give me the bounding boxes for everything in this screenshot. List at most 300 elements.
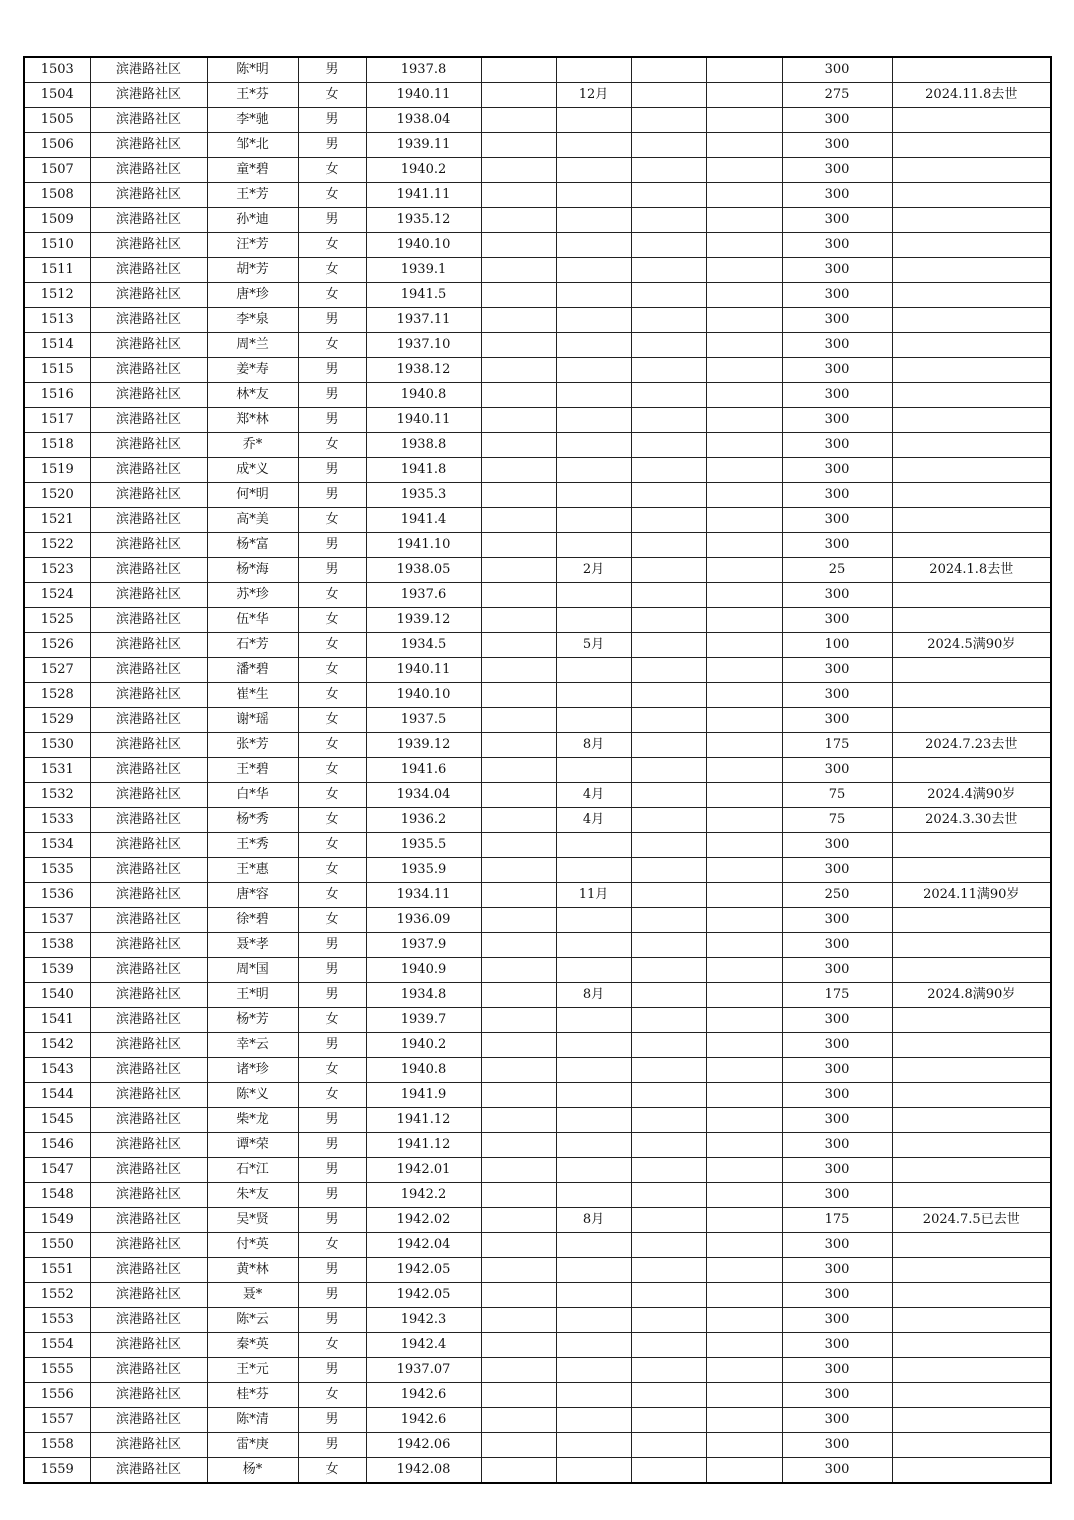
cell-blank-2 xyxy=(631,1233,706,1258)
cell-birth: 1940.11 xyxy=(366,83,481,108)
cell-blank-1 xyxy=(481,57,556,83)
cell-name: 聂*孝 xyxy=(207,933,298,958)
cell-blank-1 xyxy=(481,208,556,233)
cell-remark xyxy=(892,658,1051,683)
cell-blank-3 xyxy=(706,808,782,833)
cell-name: 付*英 xyxy=(207,1233,298,1258)
cell-community: 滨港路社区 xyxy=(90,1433,207,1458)
cell-amount: 300 xyxy=(782,208,892,233)
table-row xyxy=(24,1258,1051,1283)
cell-name: 潘*碧 xyxy=(207,658,298,683)
cell-remark xyxy=(892,233,1051,258)
cell-month xyxy=(556,1083,631,1108)
cell-remark xyxy=(892,583,1051,608)
cell-birth: 1941.5 xyxy=(366,283,481,308)
table-row xyxy=(24,158,1051,183)
cell-blank-1 xyxy=(481,708,556,733)
cell-community: 滨港路社区 xyxy=(90,883,207,908)
cell-birth: 1937.07 xyxy=(366,1358,481,1383)
table-row xyxy=(24,383,1051,408)
cell-name: 孙*迪 xyxy=(207,208,298,233)
cell-name: 谢*瑶 xyxy=(207,708,298,733)
cell-index: 1532 xyxy=(24,783,90,808)
cell-birth: 1941.9 xyxy=(366,1083,481,1108)
cell-blank-3 xyxy=(706,1208,782,1233)
cell-gender: 男 xyxy=(298,1358,366,1383)
cell-blank-1 xyxy=(481,958,556,983)
cell-remark xyxy=(892,1033,1051,1058)
cell-amount: 100 xyxy=(782,633,892,658)
cell-name: 幸*云 xyxy=(207,1033,298,1058)
cell-index: 1540 xyxy=(24,983,90,1008)
table-row xyxy=(24,808,1051,833)
cell-gender: 男 xyxy=(298,1133,366,1158)
cell-name: 雷*庚 xyxy=(207,1433,298,1458)
cell-remark xyxy=(892,1133,1051,1158)
table-row xyxy=(24,183,1051,208)
cell-month xyxy=(556,658,631,683)
cell-gender: 女 xyxy=(298,433,366,458)
cell-community: 滨港路社区 xyxy=(90,1083,207,1108)
cell-month xyxy=(556,233,631,258)
cell-blank-1 xyxy=(481,1308,556,1333)
cell-blank-1 xyxy=(481,333,556,358)
cell-remark xyxy=(892,208,1051,233)
cell-blank-1 xyxy=(481,433,556,458)
cell-blank-1 xyxy=(481,1233,556,1258)
cell-remark xyxy=(892,408,1051,433)
cell-name: 苏*珍 xyxy=(207,583,298,608)
cell-blank-2 xyxy=(631,1008,706,1033)
cell-blank-2 xyxy=(631,483,706,508)
cell-remark xyxy=(892,57,1051,83)
cell-name: 周*国 xyxy=(207,958,298,983)
cell-birth: 1940.10 xyxy=(366,683,481,708)
table-row xyxy=(24,258,1051,283)
cell-month xyxy=(556,1108,631,1133)
cell-month xyxy=(556,1358,631,1383)
cell-gender: 女 xyxy=(298,1233,366,1258)
cell-month xyxy=(556,858,631,883)
table-row xyxy=(24,1283,1051,1308)
cell-name: 柴*龙 xyxy=(207,1108,298,1133)
cell-index: 1539 xyxy=(24,958,90,983)
cell-community: 滨港路社区 xyxy=(90,783,207,808)
cell-birth: 1942.3 xyxy=(366,1308,481,1333)
cell-month xyxy=(556,608,631,633)
cell-birth: 1935.9 xyxy=(366,858,481,883)
table-row xyxy=(24,908,1051,933)
cell-gender: 男 xyxy=(298,1258,366,1283)
cell-month xyxy=(556,833,631,858)
cell-remark xyxy=(892,1408,1051,1433)
cell-blank-3 xyxy=(706,258,782,283)
cell-blank-3 xyxy=(706,358,782,383)
cell-community: 滨港路社区 xyxy=(90,258,207,283)
cell-community: 滨港路社区 xyxy=(90,1108,207,1133)
cell-blank-1 xyxy=(481,358,556,383)
cell-gender: 男 xyxy=(298,533,366,558)
cell-remark xyxy=(892,708,1051,733)
cell-name: 何*明 xyxy=(207,483,298,508)
cell-blank-2 xyxy=(631,933,706,958)
cell-blank-2 xyxy=(631,1383,706,1408)
cell-amount: 300 xyxy=(782,1258,892,1283)
cell-blank-3 xyxy=(706,933,782,958)
cell-gender: 女 xyxy=(298,683,366,708)
cell-birth: 1939.1 xyxy=(366,258,481,283)
cell-birth: 1940.2 xyxy=(366,158,481,183)
cell-birth: 1941.8 xyxy=(366,458,481,483)
cell-community: 滨港路社区 xyxy=(90,1383,207,1408)
cell-month xyxy=(556,758,631,783)
cell-name: 陈*云 xyxy=(207,1308,298,1333)
table-row xyxy=(24,433,1051,458)
cell-amount: 300 xyxy=(782,333,892,358)
cell-community: 滨港路社区 xyxy=(90,233,207,258)
cell-gender: 女 xyxy=(298,733,366,758)
cell-birth: 1941.6 xyxy=(366,758,481,783)
cell-community: 滨港路社区 xyxy=(90,1208,207,1233)
cell-blank-1 xyxy=(481,233,556,258)
cell-birth: 1938.04 xyxy=(366,108,481,133)
cell-birth: 1938.05 xyxy=(366,558,481,583)
cell-month xyxy=(556,1008,631,1033)
cell-amount: 300 xyxy=(782,283,892,308)
cell-amount: 300 xyxy=(782,708,892,733)
cell-name: 杨*芳 xyxy=(207,1008,298,1033)
cell-community: 滨港路社区 xyxy=(90,57,207,83)
cell-name: 郑*林 xyxy=(207,408,298,433)
cell-amount: 300 xyxy=(782,258,892,283)
cell-blank-3 xyxy=(706,583,782,608)
cell-blank-2 xyxy=(631,1083,706,1108)
cell-birth: 1942.6 xyxy=(366,1408,481,1433)
cell-month xyxy=(556,1033,631,1058)
cell-blank-1 xyxy=(481,583,556,608)
cell-index: 1506 xyxy=(24,133,90,158)
cell-blank-3 xyxy=(706,158,782,183)
cell-blank-3 xyxy=(706,1008,782,1033)
cell-gender: 女 xyxy=(298,858,366,883)
cell-month xyxy=(556,908,631,933)
table-row xyxy=(24,458,1051,483)
cell-remark xyxy=(892,1458,1051,1484)
cell-name: 王*元 xyxy=(207,1358,298,1383)
cell-month xyxy=(556,583,631,608)
cell-blank-3 xyxy=(706,183,782,208)
table-row xyxy=(24,608,1051,633)
cell-gender: 男 xyxy=(298,57,366,83)
cell-month: 2月 xyxy=(556,558,631,583)
cell-month: 8月 xyxy=(556,733,631,758)
cell-name: 唐*容 xyxy=(207,883,298,908)
cell-index: 1519 xyxy=(24,458,90,483)
cell-month xyxy=(556,1333,631,1358)
cell-month: 12月 xyxy=(556,83,631,108)
cell-blank-1 xyxy=(481,608,556,633)
cell-blank-3 xyxy=(706,633,782,658)
cell-blank-1 xyxy=(481,133,556,158)
cell-amount: 175 xyxy=(782,1208,892,1233)
cell-remark: 2024.7.23去世 xyxy=(892,733,1051,758)
cell-remark xyxy=(892,1083,1051,1108)
cell-amount: 300 xyxy=(782,1458,892,1484)
cell-community: 滨港路社区 xyxy=(90,483,207,508)
cell-birth: 1935.12 xyxy=(366,208,481,233)
cell-remark xyxy=(892,958,1051,983)
table-row xyxy=(24,658,1051,683)
cell-blank-3 xyxy=(706,57,782,83)
table-row xyxy=(24,558,1051,583)
cell-blank-1 xyxy=(481,533,556,558)
cell-month xyxy=(556,308,631,333)
cell-name: 胡*芳 xyxy=(207,258,298,283)
cell-blank-3 xyxy=(706,1058,782,1083)
cell-index: 1513 xyxy=(24,308,90,333)
cell-blank-1 xyxy=(481,1008,556,1033)
cell-community: 滨港路社区 xyxy=(90,808,207,833)
cell-amount: 75 xyxy=(782,783,892,808)
cell-blank-2 xyxy=(631,633,706,658)
cell-remark xyxy=(892,158,1051,183)
cell-month xyxy=(556,1133,631,1158)
cell-name: 周*兰 xyxy=(207,333,298,358)
cell-community: 滨港路社区 xyxy=(90,583,207,608)
cell-index: 1550 xyxy=(24,1233,90,1258)
cell-birth: 1941.10 xyxy=(366,533,481,558)
cell-blank-3 xyxy=(706,1233,782,1258)
table-row xyxy=(24,683,1051,708)
cell-gender: 女 xyxy=(298,1458,366,1484)
cell-remark xyxy=(892,933,1051,958)
cell-blank-3 xyxy=(706,233,782,258)
cell-index: 1549 xyxy=(24,1208,90,1233)
cell-name: 杨* xyxy=(207,1458,298,1484)
cell-gender: 女 xyxy=(298,758,366,783)
cell-community: 滨港路社区 xyxy=(90,133,207,158)
cell-gender: 女 xyxy=(298,583,366,608)
table-row xyxy=(24,1433,1051,1458)
cell-month xyxy=(556,1308,631,1333)
cell-index: 1525 xyxy=(24,608,90,633)
table-row xyxy=(24,1133,1051,1158)
cell-name: 秦*英 xyxy=(207,1333,298,1358)
cell-birth: 1934.8 xyxy=(366,983,481,1008)
cell-remark xyxy=(892,133,1051,158)
cell-blank-1 xyxy=(481,1108,556,1133)
table-row xyxy=(24,1233,1051,1258)
cell-amount: 300 xyxy=(782,57,892,83)
cell-index: 1555 xyxy=(24,1358,90,1383)
cell-remark xyxy=(892,1258,1051,1283)
cell-blank-3 xyxy=(706,883,782,908)
cell-birth: 1938.12 xyxy=(366,358,481,383)
cell-blank-3 xyxy=(706,1358,782,1383)
cell-community: 滨港路社区 xyxy=(90,183,207,208)
cell-community: 滨港路社区 xyxy=(90,1233,207,1258)
cell-blank-1 xyxy=(481,1408,556,1433)
cell-community: 滨港路社区 xyxy=(90,858,207,883)
cell-amount: 300 xyxy=(782,533,892,558)
cell-gender: 女 xyxy=(298,1008,366,1033)
cell-index: 1553 xyxy=(24,1308,90,1333)
cell-name: 吴*贤 xyxy=(207,1208,298,1233)
table-row xyxy=(24,83,1051,108)
cell-birth: 1936.09 xyxy=(366,908,481,933)
cell-blank-1 xyxy=(481,1058,556,1083)
cell-name: 伍*华 xyxy=(207,608,298,633)
cell-amount: 250 xyxy=(782,883,892,908)
cell-index: 1527 xyxy=(24,658,90,683)
cell-index: 1510 xyxy=(24,233,90,258)
cell-blank-3 xyxy=(706,858,782,883)
cell-name: 王*秀 xyxy=(207,833,298,858)
cell-amount: 300 xyxy=(782,1058,892,1083)
cell-gender: 女 xyxy=(298,708,366,733)
cell-index: 1522 xyxy=(24,533,90,558)
cell-blank-2 xyxy=(631,408,706,433)
cell-blank-3 xyxy=(706,958,782,983)
cell-birth: 1942.05 xyxy=(366,1258,481,1283)
cell-gender: 女 xyxy=(298,1083,366,1108)
cell-blank-1 xyxy=(481,458,556,483)
table-row xyxy=(24,233,1051,258)
cell-index: 1517 xyxy=(24,408,90,433)
cell-gender: 女 xyxy=(298,158,366,183)
table-row xyxy=(24,1033,1051,1058)
cell-blank-2 xyxy=(631,958,706,983)
cell-blank-2 xyxy=(631,1258,706,1283)
table-row xyxy=(24,1058,1051,1083)
cell-blank-1 xyxy=(481,1083,556,1108)
cell-amount: 300 xyxy=(782,1408,892,1433)
cell-blank-1 xyxy=(481,508,556,533)
cell-index: 1551 xyxy=(24,1258,90,1283)
cell-community: 滨港路社区 xyxy=(90,1258,207,1283)
cell-community: 滨港路社区 xyxy=(90,1358,207,1383)
cell-blank-1 xyxy=(481,1333,556,1358)
table-row xyxy=(24,1108,1051,1133)
table-row xyxy=(24,783,1051,808)
cell-index: 1518 xyxy=(24,433,90,458)
cell-blank-1 xyxy=(481,758,556,783)
cell-name: 李*泉 xyxy=(207,308,298,333)
cell-blank-2 xyxy=(631,558,706,583)
cell-month: 4月 xyxy=(556,808,631,833)
cell-blank-2 xyxy=(631,808,706,833)
cell-blank-2 xyxy=(631,57,706,83)
cell-blank-2 xyxy=(631,1408,706,1433)
cell-remark: 2024.11满90岁 xyxy=(892,883,1051,908)
cell-blank-2 xyxy=(631,1458,706,1484)
cell-index: 1556 xyxy=(24,1383,90,1408)
cell-blank-3 xyxy=(706,383,782,408)
cell-name: 诸*珍 xyxy=(207,1058,298,1083)
cell-month xyxy=(556,1383,631,1408)
cell-blank-2 xyxy=(631,1158,706,1183)
cell-blank-1 xyxy=(481,1358,556,1383)
cell-blank-1 xyxy=(481,258,556,283)
cell-community: 滨港路社区 xyxy=(90,633,207,658)
cell-gender: 女 xyxy=(298,783,366,808)
cell-index: 1543 xyxy=(24,1058,90,1083)
cell-name: 唐*珍 xyxy=(207,283,298,308)
cell-amount: 300 xyxy=(782,408,892,433)
cell-month xyxy=(556,483,631,508)
cell-index: 1526 xyxy=(24,633,90,658)
cell-remark xyxy=(892,1383,1051,1408)
cell-remark xyxy=(892,1183,1051,1208)
cell-name: 邹*北 xyxy=(207,133,298,158)
cell-gender: 男 xyxy=(298,1308,366,1333)
cell-month xyxy=(556,1233,631,1258)
cell-name: 徐*碧 xyxy=(207,908,298,933)
cell-remark xyxy=(892,1333,1051,1358)
cell-birth: 1941.11 xyxy=(366,183,481,208)
cell-amount: 300 xyxy=(782,133,892,158)
cell-community: 滨港路社区 xyxy=(90,758,207,783)
cell-amount: 75 xyxy=(782,808,892,833)
cell-index: 1531 xyxy=(24,758,90,783)
cell-remark xyxy=(892,308,1051,333)
cell-amount: 300 xyxy=(782,1033,892,1058)
cell-community: 滨港路社区 xyxy=(90,1133,207,1158)
cell-community: 滨港路社区 xyxy=(90,933,207,958)
table-row xyxy=(24,133,1051,158)
table-row xyxy=(24,1408,1051,1433)
cell-gender: 女 xyxy=(298,333,366,358)
cell-month xyxy=(556,333,631,358)
cell-blank-2 xyxy=(631,108,706,133)
cell-month xyxy=(556,933,631,958)
cell-blank-2 xyxy=(631,208,706,233)
cell-blank-1 xyxy=(481,158,556,183)
cell-blank-3 xyxy=(706,508,782,533)
cell-remark xyxy=(892,683,1051,708)
cell-birth: 1942.08 xyxy=(366,1458,481,1484)
table-row xyxy=(24,1458,1051,1484)
cell-gender: 女 xyxy=(298,808,366,833)
table-row xyxy=(24,933,1051,958)
cell-amount: 300 xyxy=(782,508,892,533)
cell-birth: 1941.4 xyxy=(366,508,481,533)
cell-blank-2 xyxy=(631,1283,706,1308)
cell-blank-3 xyxy=(706,458,782,483)
cell-remark: 2024.8满90岁 xyxy=(892,983,1051,1008)
cell-month: 8月 xyxy=(556,983,631,1008)
cell-community: 滨港路社区 xyxy=(90,1283,207,1308)
cell-blank-1 xyxy=(481,833,556,858)
cell-blank-1 xyxy=(481,1158,556,1183)
cell-birth: 1942.2 xyxy=(366,1183,481,1208)
cell-blank-3 xyxy=(706,983,782,1008)
cell-blank-3 xyxy=(706,433,782,458)
cell-remark xyxy=(892,333,1051,358)
cell-month xyxy=(556,508,631,533)
cell-month xyxy=(556,208,631,233)
cell-remark xyxy=(892,383,1051,408)
cell-index: 1514 xyxy=(24,333,90,358)
cell-name: 王*碧 xyxy=(207,758,298,783)
cell-community: 滨港路社区 xyxy=(90,208,207,233)
cell-community: 滨港路社区 xyxy=(90,1183,207,1208)
cell-community: 滨港路社区 xyxy=(90,1333,207,1358)
cell-blank-3 xyxy=(706,533,782,558)
cell-month xyxy=(556,1408,631,1433)
cell-blank-3 xyxy=(706,658,782,683)
table-row xyxy=(24,1008,1051,1033)
